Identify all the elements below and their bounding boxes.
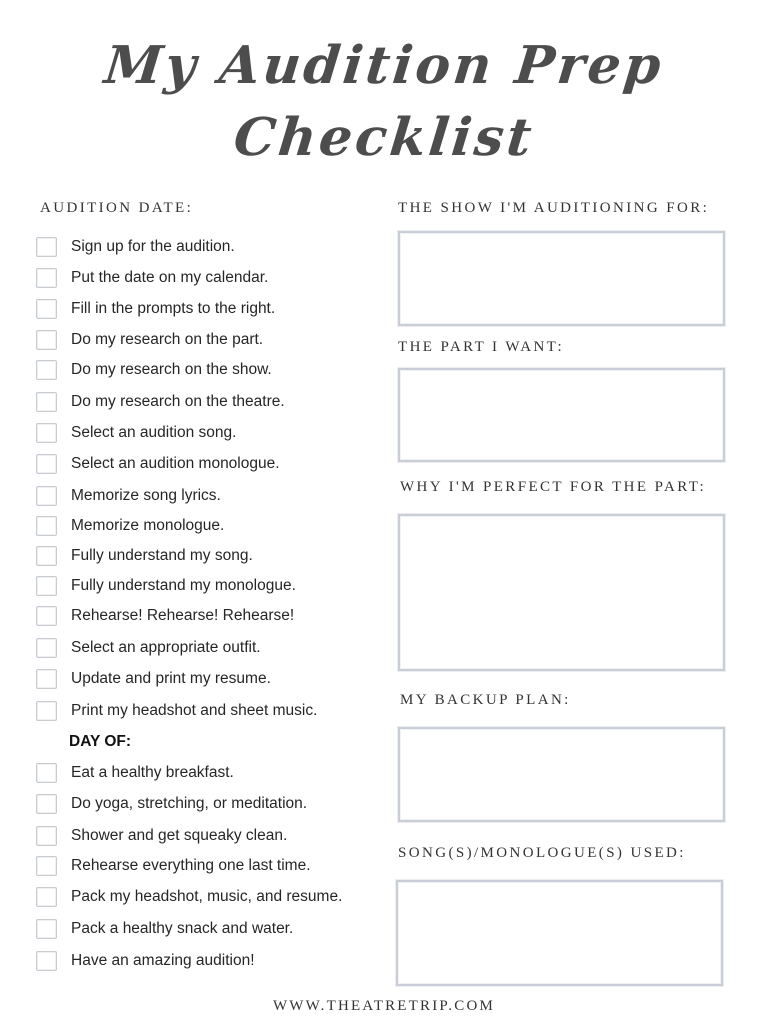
- checklist-item[interactable]: [36, 950, 255, 972]
- checkbox[interactable]: [36, 606, 57, 626]
- checkbox[interactable]: [36, 856, 57, 876]
- checkbox[interactable]: [36, 794, 57, 814]
- checkbox[interactable]: [36, 268, 57, 288]
- checkbox[interactable]: [36, 546, 57, 566]
- checklist-item[interactable]: [36, 825, 287, 847]
- checklist-item-label: Memorize song lyrics.: [71, 487, 221, 504]
- checklist-item-label: Sign up for the audition.: [71, 238, 235, 255]
- checkbox[interactable]: [36, 454, 57, 474]
- checkbox[interactable]: [36, 516, 57, 536]
- checklist-item[interactable]: [36, 605, 294, 627]
- checkbox[interactable]: [36, 763, 57, 783]
- checklist-item[interactable]: [36, 298, 275, 320]
- checklist-item[interactable]: [36, 668, 271, 690]
- checkbox[interactable]: [36, 919, 57, 939]
- checklist-item-label: Select an audition monologue.: [71, 455, 280, 472]
- checklist-item-label: Rehearse! Rehearse! Rehearse!: [71, 607, 295, 624]
- checklist-item-label: Fully understand my song.: [71, 547, 253, 564]
- checklist-item-label: Pack a healthy snack and water.: [71, 920, 294, 937]
- checkbox[interactable]: [36, 360, 57, 380]
- checklist-item-label: Do my research on the part.: [71, 331, 264, 348]
- checklist-item[interactable]: [36, 236, 235, 258]
- checklist-item-label: Pack my headshot, music, and resume.: [71, 888, 343, 905]
- checkbox[interactable]: [36, 330, 57, 350]
- checkbox[interactable]: [36, 701, 57, 721]
- checkbox[interactable]: [36, 423, 57, 443]
- prompt-label-show: THE SHOW I'M AUDITIONING FOR:: [398, 200, 710, 216]
- checklist-item[interactable]: [36, 267, 268, 289]
- checkbox[interactable]: [36, 486, 57, 506]
- checklist-item-label: Select an appropriate outfit.: [71, 639, 261, 656]
- checkbox[interactable]: [36, 576, 57, 596]
- checkbox[interactable]: [36, 299, 57, 319]
- checklist-item-label: Select an audition song.: [71, 424, 237, 441]
- checklist-item-label: Fill in the prompts to the right.: [71, 300, 276, 317]
- page-title-line-1: My Audition Prep: [101, 35, 667, 96]
- checklist-item-label: Shower and get squeaky clean.: [71, 827, 288, 844]
- checkbox[interactable]: [36, 237, 57, 257]
- checklist-item[interactable]: [36, 453, 280, 475]
- checklist-item-label: Do my research on the show.: [71, 361, 272, 378]
- checkbox[interactable]: [36, 826, 57, 846]
- day-of-heading: DAY OF:: [69, 733, 132, 750]
- checklist-item[interactable]: [36, 391, 285, 413]
- checklist-item-label: Rehearse everything one last time.: [71, 857, 311, 874]
- checklist-item[interactable]: [36, 575, 296, 597]
- checklist-item[interactable]: [36, 329, 263, 351]
- answer-box-why[interactable]: [398, 514, 725, 671]
- checklist-item[interactable]: [36, 422, 236, 444]
- checklist-item-label: Print my headshot and sheet music.: [71, 702, 318, 719]
- answer-box-part[interactable]: [398, 368, 725, 462]
- footer-website: WWW.THEATRETRIP.COM: [272, 998, 496, 1014]
- checklist-item[interactable]: [36, 918, 293, 940]
- checklist-item[interactable]: [36, 793, 307, 815]
- checklist-item-label: Do my research on the theatre.: [71, 393, 285, 410]
- checklist-item-label: Update and print my resume.: [71, 670, 271, 687]
- checklist-item-label: Fully understand my monologue.: [71, 577, 296, 594]
- answer-box-songs[interactable]: [396, 880, 723, 986]
- audition-date-label: AUDITION DATE:: [40, 200, 194, 216]
- checklist-item[interactable]: [36, 700, 317, 722]
- checklist-item-label: Eat a healthy breakfast.: [71, 764, 234, 781]
- answer-box-backup[interactable]: [398, 727, 725, 822]
- checklist-item[interactable]: [36, 359, 272, 381]
- checkbox[interactable]: [36, 638, 57, 658]
- checklist-item-label: Put the date on my calendar.: [71, 269, 269, 286]
- page-title-line-2: Checklist: [230, 107, 538, 168]
- prompt-label-part: THE PART I WANT:: [398, 339, 565, 355]
- prompt-label-why: WHY I'M PERFECT FOR THE PART:: [400, 479, 707, 495]
- checklist-item[interactable]: [36, 545, 253, 567]
- checklist-item[interactable]: [36, 886, 342, 908]
- answer-box-show[interactable]: [398, 231, 725, 326]
- prompt-label-songs: SONG(S)/MONOLOGUE(S) USED:: [398, 845, 686, 861]
- prompt-label-backup: MY BACKUP PLAN:: [400, 692, 571, 708]
- checkbox[interactable]: [36, 887, 57, 907]
- checklist-item[interactable]: [36, 855, 311, 877]
- checklist-item-label: Memorize monologue.: [71, 517, 225, 534]
- checklist-item[interactable]: [36, 515, 224, 537]
- checkbox[interactable]: [36, 669, 57, 689]
- checklist-item[interactable]: [36, 485, 221, 507]
- checklist-item[interactable]: [36, 762, 234, 784]
- checkbox[interactable]: [36, 392, 57, 412]
- checklist-item[interactable]: [36, 637, 261, 659]
- checkbox[interactable]: [36, 951, 57, 971]
- checklist-item-label: Have an amazing audition!: [71, 952, 255, 969]
- checklist-item-label: Do yoga, stretching, or meditation.: [71, 795, 308, 812]
